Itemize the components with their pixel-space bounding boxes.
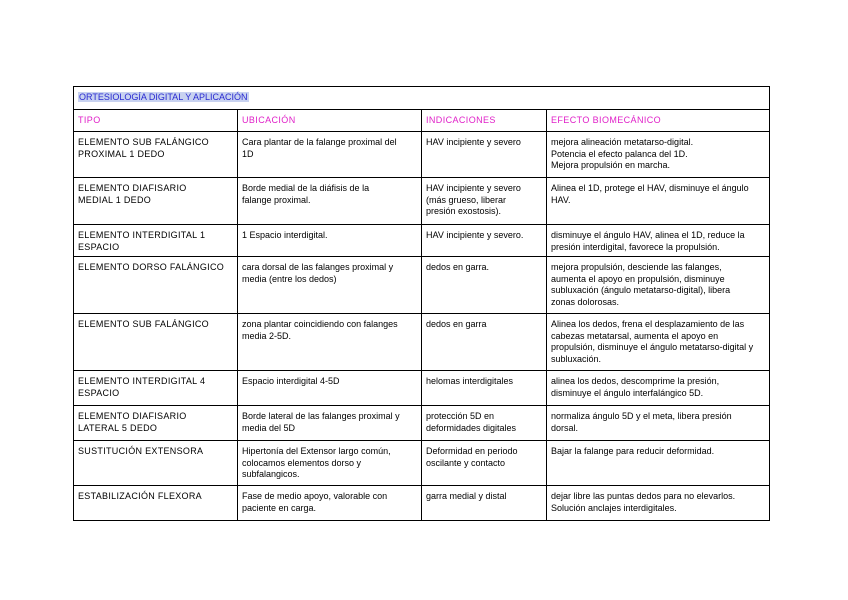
- cell-tipo: [74, 406, 238, 441]
- cell-efecto: [547, 225, 770, 257]
- table-row: [74, 486, 770, 521]
- cell-efecto: [547, 406, 770, 441]
- header-efecto: EFECTO BIOMECÁNICO: [547, 110, 770, 132]
- cell-line: subluxación (ángulo metatarso-digital), libera: [551, 285, 731, 295]
- cell-line: ELEMENTO INTERDIGITAL 4: [78, 376, 206, 386]
- cell-line: ELEMENTO DIAFISARIO: [78, 183, 187, 193]
- cell-line: falange proximal.: [242, 194, 311, 205]
- cell-line: ELEMENTO SUB FALÁNGICO: [78, 137, 209, 147]
- cell-line: cabezas metatarsal, aumenta el apoyo en: [551, 330, 719, 341]
- cell-line: paciente en carga.: [242, 502, 317, 513]
- cell-line: dedos en garra: [426, 319, 487, 329]
- cell-tipo: [74, 441, 238, 486]
- cell-line: propulsión, disminuye el ángulo metatarso-digital y: [551, 342, 754, 352]
- cell-line: disminuye el ángulo HAV, alinea el 1D, reduce la: [551, 230, 745, 240]
- cell-line: presión interdigital, favorece la propulsión.: [551, 241, 720, 252]
- cell-line: mejora propulsión, desciende las falanges,: [551, 262, 722, 272]
- cell-line: Deformidad en periodo: [426, 446, 518, 456]
- orthesiology-table: [73, 86, 770, 521]
- cell-line: Alinea los dedos, frena el desplazamiento de las: [551, 319, 745, 329]
- cell-line: dorsal.: [551, 422, 579, 433]
- cell-indicaciones: [422, 486, 547, 521]
- cell-line: mejora alineación metatarso-digital.: [551, 137, 694, 147]
- cell-ubicacion: [238, 225, 422, 257]
- cell-efecto: [547, 132, 770, 178]
- table-row: [74, 257, 770, 314]
- table-row: [74, 225, 770, 257]
- cell-ubicacion: [238, 406, 422, 441]
- cell-line: ESPACIO: [78, 241, 120, 252]
- cell-line: dejar libre las puntas dedos para no elevarlos.: [551, 491, 736, 501]
- cell-line: Mejora propulsión en marcha.: [551, 160, 671, 170]
- header-tipo: TIPO: [74, 110, 238, 132]
- table-row: [74, 314, 770, 371]
- cell-line: ELEMENTO DIAFISARIO: [78, 411, 187, 421]
- table-title: ORTESIOLOGÍA DIGITAL Y APLICACIÓN: [79, 92, 248, 102]
- cell-ubicacion: [238, 132, 422, 178]
- cell-line: disminuye el ángulo interfalángico 5D.: [551, 387, 704, 398]
- cell-efecto: [547, 441, 770, 486]
- cell-indicaciones: [422, 132, 547, 178]
- cell-indicaciones: [422, 371, 547, 406]
- cell-line: 1 Espacio interdigital.: [242, 230, 328, 240]
- cell-line: Hipertonía del Extensor largo común,: [242, 446, 391, 456]
- cell-line: Fase de medio apoyo, valorable con: [242, 491, 388, 501]
- cell-tipo: [74, 257, 238, 314]
- cell-line: ESTABILIZACIÓN FLEXORA: [78, 491, 202, 501]
- title-row: [74, 87, 770, 110]
- cell-line: alinea los dedos, descomprime la presión,: [551, 376, 720, 386]
- cell-indicaciones: [422, 178, 547, 225]
- cell-line: garra medial y distal: [426, 491, 507, 501]
- cell-tipo: [74, 486, 238, 521]
- cell-line: normaliza ángulo 5D y el meta, libera presión: [551, 411, 732, 421]
- cell-line: Solución anclajes interdigitales.: [551, 502, 677, 513]
- cell-indicaciones: [422, 225, 547, 257]
- table-row: [74, 441, 770, 486]
- cell-indicaciones: [422, 314, 547, 371]
- cell-line: ELEMENTO INTERDIGITAL 1: [78, 230, 206, 240]
- cell-efecto: [547, 314, 770, 371]
- cell-line: colocamos elementos dorso y: [242, 457, 362, 468]
- cell-line: Bajar la falange para reducir deformidad.: [551, 446, 715, 456]
- cell-ubicacion: [238, 441, 422, 486]
- cell-indicaciones: [422, 406, 547, 441]
- cell-line: protección 5D en: [426, 411, 495, 421]
- table-row: [74, 178, 770, 225]
- cell-line: media del 5D: [242, 422, 296, 433]
- cell-tipo: [74, 314, 238, 371]
- header-row: [74, 110, 770, 132]
- cell-tipo: [74, 225, 238, 257]
- table-row: [74, 406, 770, 441]
- header-indicaciones: INDICACIONES: [422, 110, 547, 132]
- cell-tipo: [74, 178, 238, 225]
- cell-line: MEDIAL 1 DEDO: [78, 194, 152, 205]
- cell-line: presión exostosis).: [426, 206, 502, 216]
- cell-line: subfalangicos.: [242, 469, 300, 479]
- cell-tipo: [74, 132, 238, 178]
- cell-line: helomas interdigitales: [426, 376, 514, 386]
- cell-line: Borde lateral de las falanges proximal y: [242, 411, 400, 421]
- cell-line: media 2-5D.: [242, 330, 292, 341]
- cell-line: LATERAL 5 DEDO: [78, 422, 158, 433]
- cell-line: ESPACIO: [78, 387, 120, 398]
- cell-ubicacion: [238, 178, 422, 225]
- cell-line: HAV incipiente y severo.: [426, 230, 524, 240]
- table-title-cell: [74, 87, 770, 110]
- cell-line: oscilante y contacto: [426, 457, 506, 468]
- cell-line: HAV.: [551, 194, 571, 205]
- cell-line: (más grueso, liberar: [426, 194, 507, 205]
- cell-line: Espacio interdigital 4-5D: [242, 376, 340, 386]
- cell-line: HAV incipiente y severo: [426, 183, 521, 193]
- cell-efecto: [547, 257, 770, 314]
- cell-line: deformidades digitales: [426, 422, 517, 433]
- cell-line: ELEMENTO DORSO FALÁNGICO: [78, 262, 225, 272]
- cell-line: ELEMENTO SUB FALÁNGICO: [78, 319, 209, 329]
- cell-line: Cara plantar de la falange proximal del: [242, 137, 397, 147]
- cell-line: PROXIMAL 1 DEDO: [78, 148, 165, 159]
- cell-indicaciones: [422, 257, 547, 314]
- cell-ubicacion: [238, 314, 422, 371]
- cell-indicaciones: [422, 441, 547, 486]
- header-ubicacion: UBICACIÓN: [238, 110, 422, 132]
- cell-line: 1D: [242, 148, 254, 159]
- table-row: [74, 132, 770, 178]
- cell-efecto: [547, 371, 770, 406]
- table-body: [74, 132, 770, 521]
- cell-line: aumenta el apoyo en propulsión, disminuye: [551, 273, 725, 284]
- cell-efecto: [547, 486, 770, 521]
- cell-line: dedos en garra.: [426, 262, 490, 272]
- cell-line: Alinea el 1D, protege el HAV, disminuye el ángulo: [551, 183, 749, 193]
- cell-tipo: [74, 371, 238, 406]
- cell-line: subluxación.: [551, 353, 602, 364]
- cell-line: media (entre los dedos): [242, 273, 337, 284]
- table-row: [74, 371, 770, 406]
- cell-line: HAV incipiente y severo: [426, 137, 521, 147]
- cell-line: SUSTITUCIÓN EXTENSORA: [78, 446, 204, 456]
- cell-line: zonas dolorosas.: [551, 296, 620, 307]
- cell-line: cara dorsal de las falanges proximal y: [242, 262, 394, 272]
- cell-ubicacion: [238, 486, 422, 521]
- cell-line: Borde medial de la diáfisis de la: [242, 183, 370, 193]
- cell-ubicacion: [238, 257, 422, 314]
- cell-efecto: [547, 178, 770, 225]
- cell-ubicacion: [238, 371, 422, 406]
- cell-line: Potencia el efecto palanca del 1D.: [551, 148, 688, 159]
- cell-line: zona plantar coincidiendo con falanges: [242, 319, 398, 329]
